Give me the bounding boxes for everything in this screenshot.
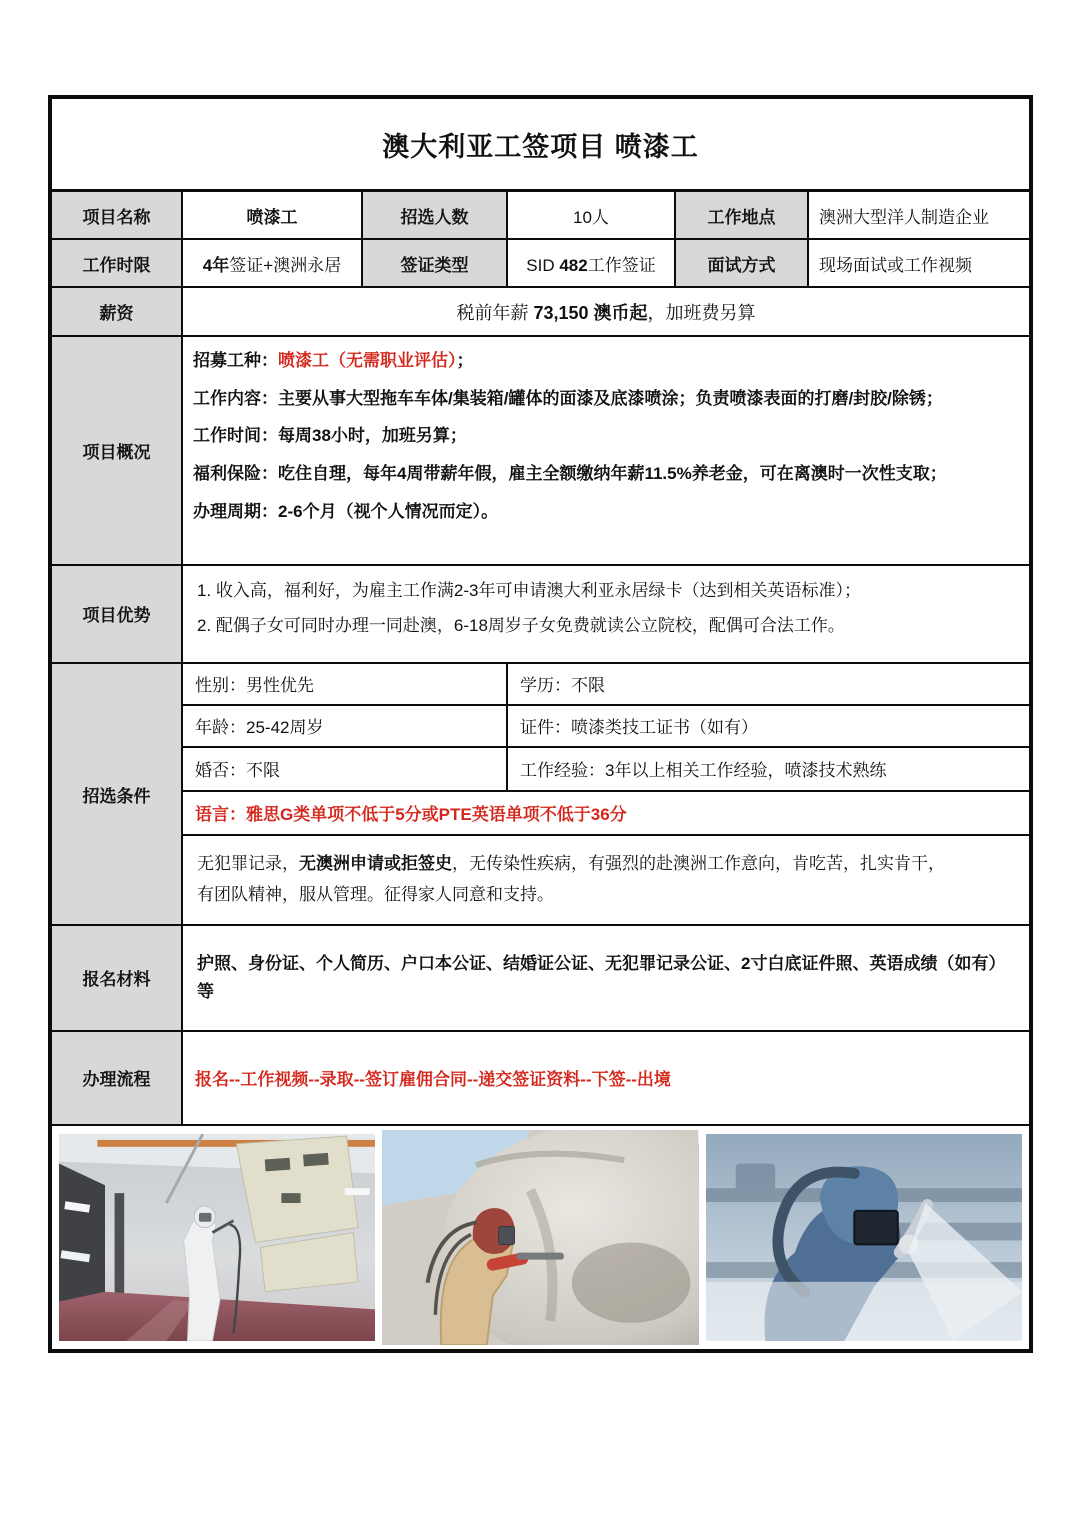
conditions-label: 招选条件 <box>52 664 183 924</box>
project-name-label: 项目名称 <box>52 192 183 238</box>
salary-value: 税前年薪 73,150 澳币起，加班费另算 <box>456 302 756 323</box>
work-hours-line: 工作时间：每周38小时，加班另算； <box>193 426 467 446</box>
advantages-label: 项目优势 <box>52 566 183 662</box>
recruit-type-line: 招募工种：喷漆工（无需职业评估）； <box>193 351 474 371</box>
visa-type-label: 签证类型 <box>363 240 508 286</box>
experience-cell: 工作经验：3年以上相关工作经验，喷漆技术熟练 <box>520 761 887 781</box>
education-cell: 学历：不限 <box>520 676 605 696</box>
process-flow: 报名--工作视频--录取--签订雇佣合同--递交签证资料--下签--出境 <box>195 1070 671 1090</box>
conditions-content <box>183 664 1029 924</box>
headcount-label: 招选人数 <box>363 192 508 238</box>
conditions-pair-2 <box>183 706 1029 748</box>
location-label: 工作地点 <box>676 192 809 238</box>
conditions-pair-1 <box>183 664 1029 706</box>
row-advantages <box>52 566 1029 664</box>
row-overview <box>52 337 1029 566</box>
row-process <box>52 1032 1029 1126</box>
tank-blasting-worker-photo <box>382 1130 698 1345</box>
interview-value: 现场面试或工作视频 <box>819 255 972 275</box>
salary-label: 薪资 <box>52 288 183 335</box>
certificate-cell: 证件：喷漆类技工证书（如有） <box>520 718 758 738</box>
interview-label: 面试方式 <box>676 240 809 286</box>
blue-hood-blaster-photo <box>706 1134 1022 1341</box>
materials-content: 护照、身份证、个人简历、户口本公证、结婚证公证、无犯罪记录公证、2寸白底证件照、英语成绩（如有）等 <box>197 953 1006 1001</box>
row-materials <box>52 926 1029 1031</box>
headcount-value: 10人 <box>508 192 676 238</box>
row-conditions <box>52 664 1029 926</box>
visa-type-value: SID 482工作签证 <box>508 240 676 286</box>
overview-content <box>183 337 1029 564</box>
advantage-line-2: 2. 配偶子女可同时办理一同赴澳，6-18周岁子女免费就读公立院校，配偶可合法工作。 <box>197 616 845 636</box>
row-project-name <box>52 192 1029 240</box>
row-work-term <box>52 240 1029 288</box>
welfare-line: 福利保险：吃住自理，每年4周带薪年假，雇主全额缴纳年薪11.5%养老金，可在离澳时一次性支取； <box>193 464 947 484</box>
processing-period-line: 办理周期：2-6个月（视个人情况而定）。 <box>193 501 499 521</box>
conditions-note: 无犯罪记录，无澳洲申请或拒签史，无传染性疾病，有强烈的赴澳洲工作意向，肯吃苦，扎实肯干， 有团队精神，服从管理。征得家人同意和支持。 <box>197 853 945 905</box>
materials-label: 报名材料 <box>52 926 183 1029</box>
work-term-value: 4年签证+澳洲永居 <box>183 240 363 286</box>
overview-label: 项目概况 <box>52 337 183 564</box>
process-label: 办理流程 <box>52 1032 183 1124</box>
row-salary <box>52 288 1029 337</box>
page-title: 澳大利亚工签项目 喷漆工 <box>52 99 1029 192</box>
advantages-content <box>183 566 1029 662</box>
age-cell: 年龄：25-42周岁 <box>183 706 508 746</box>
marriage-cell: 婚否：不限 <box>183 748 508 790</box>
work-content-line: 工作内容：主要从事大型拖车车体/集装箱/罐体的面漆及底漆喷涂；负责喷漆表面的打磨/封胶/除锈； <box>193 388 943 408</box>
advantage-line-1: 1. 收入高，福利好，为雇主工作满2-3年可申请澳大利亚永居绿卡（达到相关英语标准）； <box>197 580 861 600</box>
job-ad-table <box>48 95 1033 1353</box>
spray-booth-worker-photo <box>59 1134 375 1341</box>
location-value: 澳洲大型洋人制造企业 <box>819 207 989 227</box>
project-name-value: 喷漆工 <box>183 192 363 238</box>
conditions-pair-3 <box>183 748 1029 792</box>
work-term-label: 工作时限 <box>52 240 183 286</box>
language-requirement: 语言：雅思G类单项不低于5分或PTE英语单项不低于36分 <box>183 792 1029 836</box>
photo-strip <box>52 1126 1029 1349</box>
gender-cell: 性别：男性优先 <box>183 664 508 704</box>
